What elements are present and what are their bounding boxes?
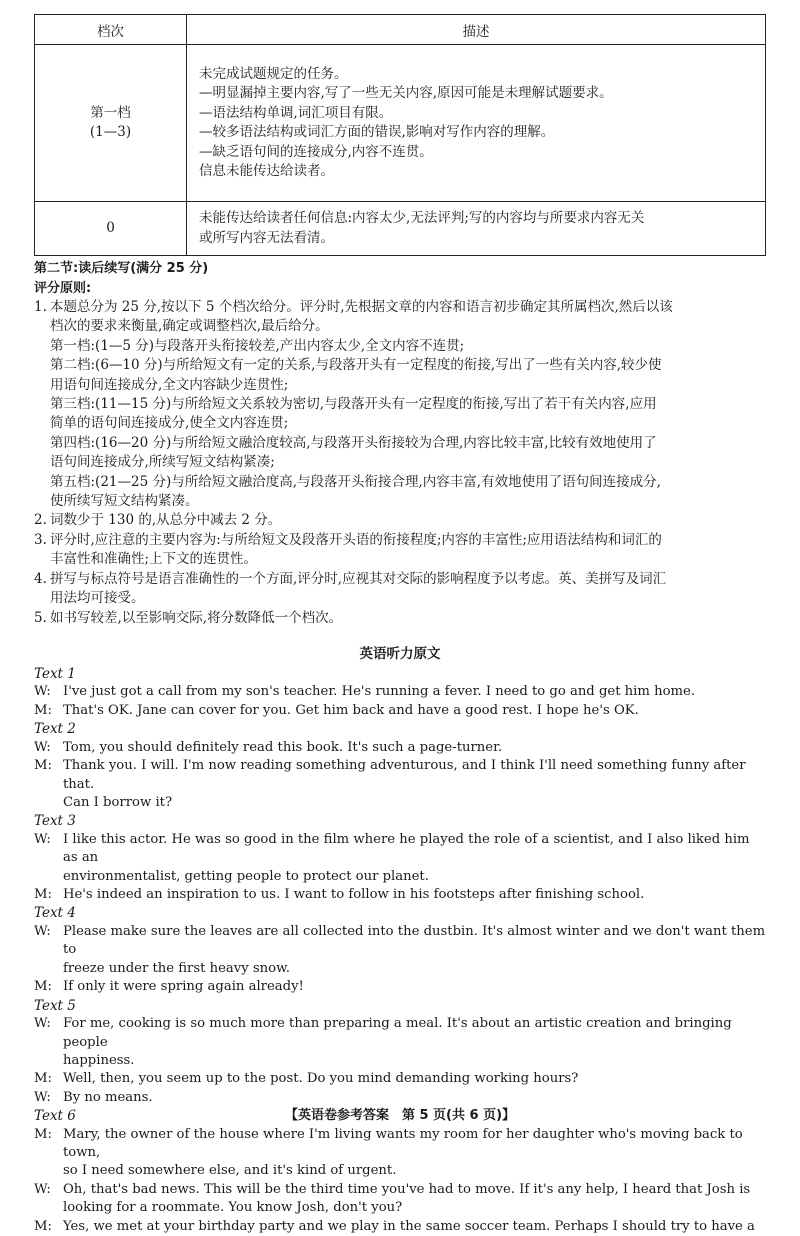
rule-line: 如书写较差,以至影响交际,将分数降低一个档次。 bbox=[50, 609, 343, 626]
dialogue-text: looking for a roommate. You know Josh, don't you? bbox=[63, 1200, 403, 1216]
dialogue-text: Yes, we met at your birthday party and we play in the same soccer team. Perhaps I should try to have a bbox=[63, 1218, 755, 1234]
dialogue-text: so I need somewhere else, and it's kind of urgent. bbox=[63, 1163, 397, 1179]
listening-script-title: 英语听力原文 bbox=[359, 645, 441, 662]
level-name: 0 bbox=[106, 220, 115, 236]
table-row bbox=[35, 45, 766, 202]
dialogue-text: He's indeed an inspiration to us. I want to follow in his footsteps after finishing school. bbox=[63, 887, 645, 903]
speaker-label: M: bbox=[34, 1126, 52, 1142]
grade-level-line: 第四档:(16—20 分)与所给短文融洽度较高,与段落开头衔接较为合理,内容比较丰富,比较有效地使用了 bbox=[50, 434, 657, 451]
rule-number: 1. bbox=[34, 299, 47, 315]
dialogue-text: For me, cooking is so much more than preparing a meal. It's about an artistic creation and bringing people bbox=[63, 1016, 732, 1050]
dialogue-text: freeze under the first heavy snow. bbox=[63, 960, 290, 976]
listening-script bbox=[34, 665, 766, 1236]
dialogue-text: I've just got a call from my son's teacher. He's running a fever. I need to go and get him home. bbox=[63, 684, 696, 700]
description-cell bbox=[187, 202, 766, 256]
rule-number: 3. bbox=[34, 531, 47, 548]
description-cell bbox=[187, 45, 766, 202]
dialogue-line bbox=[34, 739, 766, 757]
grade-level-line: 简单的语句间连接成分,使全文内容连贯; bbox=[50, 415, 289, 432]
dialogue-line bbox=[34, 683, 766, 701]
dialogue-line bbox=[34, 1181, 766, 1218]
speaker-label: W: bbox=[34, 1016, 51, 1032]
grade-level bbox=[50, 434, 766, 473]
table-header-row bbox=[35, 15, 766, 45]
description-line: 信息未能传达给读者。 bbox=[199, 163, 334, 179]
speaker-label: M: bbox=[34, 758, 52, 774]
rule-line: 丰富性和准确性;上下文的连贯性。 bbox=[50, 551, 258, 568]
dialogue-line bbox=[34, 923, 766, 978]
grade-level-line: 语句间连接成分,所续写短文结构紧凑; bbox=[50, 454, 275, 471]
rule-line: 词数少于 130 的,从总分中减去 2 分。 bbox=[50, 512, 282, 529]
dialogue-line bbox=[34, 886, 766, 904]
description-line: —明显漏掉主要内容,写了一些无关内容,原因可能是未理解试题要求。 bbox=[199, 85, 613, 101]
speaker-label: W: bbox=[34, 831, 51, 847]
rule-item bbox=[34, 570, 766, 609]
grade-level-line: 第三档:(11—15 分)与所给短文关系较为密切,与段落开头有一定程度的衔接,写出了若干有关内容,应用 bbox=[50, 396, 657, 413]
dialogue-text: environmentalist, getting people to protect our planet. bbox=[63, 868, 429, 884]
dialogue-text: happiness. bbox=[63, 1052, 135, 1068]
grade-level-line: 第五档:(21—25 分)与所给短文融洽度高,与段落开头衔接合理,内容丰富,有效地使用了语句间连接成分, bbox=[50, 473, 661, 490]
dialogue-line bbox=[34, 757, 766, 812]
text-label: Text 5 bbox=[34, 997, 76, 1014]
rule-line: 评分时,应注意的主要内容为:与所给短文及段落开头语的衔接程度;内容的丰富性;应用语法结构和词汇的 bbox=[50, 531, 662, 548]
grade-level-line: 第二档:(6—10 分)与所给短文有一定的关系,与段落开头有一定程度的衔接,写出了一些有关内容,较少使 bbox=[50, 357, 662, 374]
level-range: (1—3) bbox=[89, 124, 132, 140]
rule-number: 4. bbox=[34, 570, 47, 587]
grade-level bbox=[50, 356, 766, 395]
level-cell bbox=[35, 45, 187, 202]
text-label: Text 3 bbox=[34, 813, 76, 830]
dialogue-line bbox=[34, 1218, 766, 1236]
text-label: Text 1 bbox=[34, 665, 76, 682]
dialogue-text: Oh, that's bad news. This will be the third time you've had to move. If it's any help, I heard that Josh is bbox=[63, 1181, 751, 1197]
dialogue-text: Well, then, you seem up to the post. Do you mind demanding working hours? bbox=[63, 1071, 579, 1087]
description-line: —语法结构单调,词汇项目有限。 bbox=[199, 104, 393, 121]
dialogue-text: That's OK. Jane can cover for you. Get him back and have a good rest. I hope he's OK. bbox=[63, 702, 639, 718]
dialogue-line bbox=[34, 1126, 766, 1181]
dialogue-text: If only it were spring again already! bbox=[63, 979, 304, 995]
dialogue-line bbox=[34, 702, 766, 720]
rules-title: 评分原则: bbox=[34, 281, 92, 296]
rule-line: 用法均可接受。 bbox=[50, 590, 145, 607]
dialogue-text: By no means. bbox=[63, 1089, 153, 1105]
speaker-label: W: bbox=[34, 923, 51, 939]
grade-level bbox=[50, 337, 766, 356]
grade-level-line: 用语句间连接成分,全文内容缺少连贯性; bbox=[50, 376, 289, 393]
speaker-label: W: bbox=[34, 739, 51, 755]
level-name: 第一档 bbox=[90, 105, 131, 121]
speaker-label: M: bbox=[34, 887, 52, 903]
dialogue-line bbox=[34, 1015, 766, 1070]
dialogue-text: Tom, you should definitely read this book. It's such a page-turner. bbox=[63, 739, 503, 755]
description-line: —缺乏语句间的连接成分,内容不连贯。 bbox=[199, 143, 433, 160]
section-title: 第二节:读后续写(满分 25 分) bbox=[34, 261, 209, 276]
speaker-label: W: bbox=[34, 1181, 51, 1197]
grade-level bbox=[50, 395, 766, 434]
text-label: Text 6 bbox=[34, 1108, 76, 1125]
page-footer: 【英语卷参考答案 第 5 页(共 6 页)】 bbox=[284, 1108, 516, 1123]
description-line: 未能传达给读者任何信息:内容太少,无法评判;写的内容均与所要求内容无关 bbox=[199, 210, 645, 226]
grading-table bbox=[34, 14, 766, 256]
rule-line: 档次的要求来衡量,确定或调整档次,最后给分。 bbox=[50, 318, 329, 335]
speaker-label: W: bbox=[34, 684, 51, 700]
text-label: Text 2 bbox=[34, 721, 76, 738]
dialogue-line bbox=[34, 978, 766, 996]
rule-item bbox=[34, 531, 766, 570]
grade-level-line: 第一档:(1—5 分)与段落开头衔接较差,产出内容太少,全文内容不连贯; bbox=[50, 337, 465, 354]
dialogue-text: I like this actor. He was so good in the film where he played the role of a scientist, and I also liked him as an bbox=[63, 831, 750, 866]
level-cell bbox=[35, 202, 187, 256]
description-line: —较多语法结构或词汇方面的错误,影响对写作内容的理解。 bbox=[199, 124, 555, 140]
dialogue-text: Mary, the owner of the house where I'm living wants my room for her daughter who's moving back to town, bbox=[63, 1126, 743, 1161]
table-row bbox=[35, 202, 766, 256]
rule-line: 本题总分为 25 分,按以下 5 个档次给分。评分时,先根据文章的内容和语言初步确定其所属档次,然后以该 bbox=[50, 299, 673, 315]
header-description: 描述 bbox=[187, 15, 766, 45]
dialogue-text: Thank you. I will. I'm now reading something adventurous, and I think I'll need something funny after that. bbox=[63, 758, 746, 792]
grade-level-line: 使所续写短文结构紧凑。 bbox=[50, 493, 199, 510]
description-line: 未完成试题规定的任务。 bbox=[199, 65, 348, 82]
dialogue-text: Please make sure the leaves are all collected into the dustbin. It's almost winter and we don't want them to bbox=[63, 923, 766, 958]
rule-number: 2. bbox=[34, 512, 47, 529]
speaker-label: M: bbox=[34, 702, 52, 718]
speaker-label: W: bbox=[34, 1089, 51, 1105]
speaker-label: M: bbox=[34, 979, 52, 995]
speaker-label: M: bbox=[34, 1218, 52, 1234]
rule-number: 5. bbox=[34, 609, 47, 626]
dialogue-line bbox=[34, 1070, 766, 1088]
rule-line: 拼写与标点符号是语言准确性的一个方面,评分时,应视其对交际的影响程度予以考虑。英、美拼写及词汇 bbox=[50, 570, 667, 587]
rule-item bbox=[34, 511, 766, 530]
description-line: 或所写内容无法看清。 bbox=[199, 229, 334, 246]
dialogue-line bbox=[34, 831, 766, 886]
rule-item bbox=[34, 298, 766, 511]
speaker-label: M: bbox=[34, 1071, 52, 1087]
rule-item bbox=[34, 609, 766, 628]
grade-level bbox=[50, 473, 766, 512]
text-label: Text 4 bbox=[34, 905, 76, 922]
dialogue-text: Can I borrow it? bbox=[63, 794, 173, 810]
header-level: 档次 bbox=[35, 15, 187, 45]
